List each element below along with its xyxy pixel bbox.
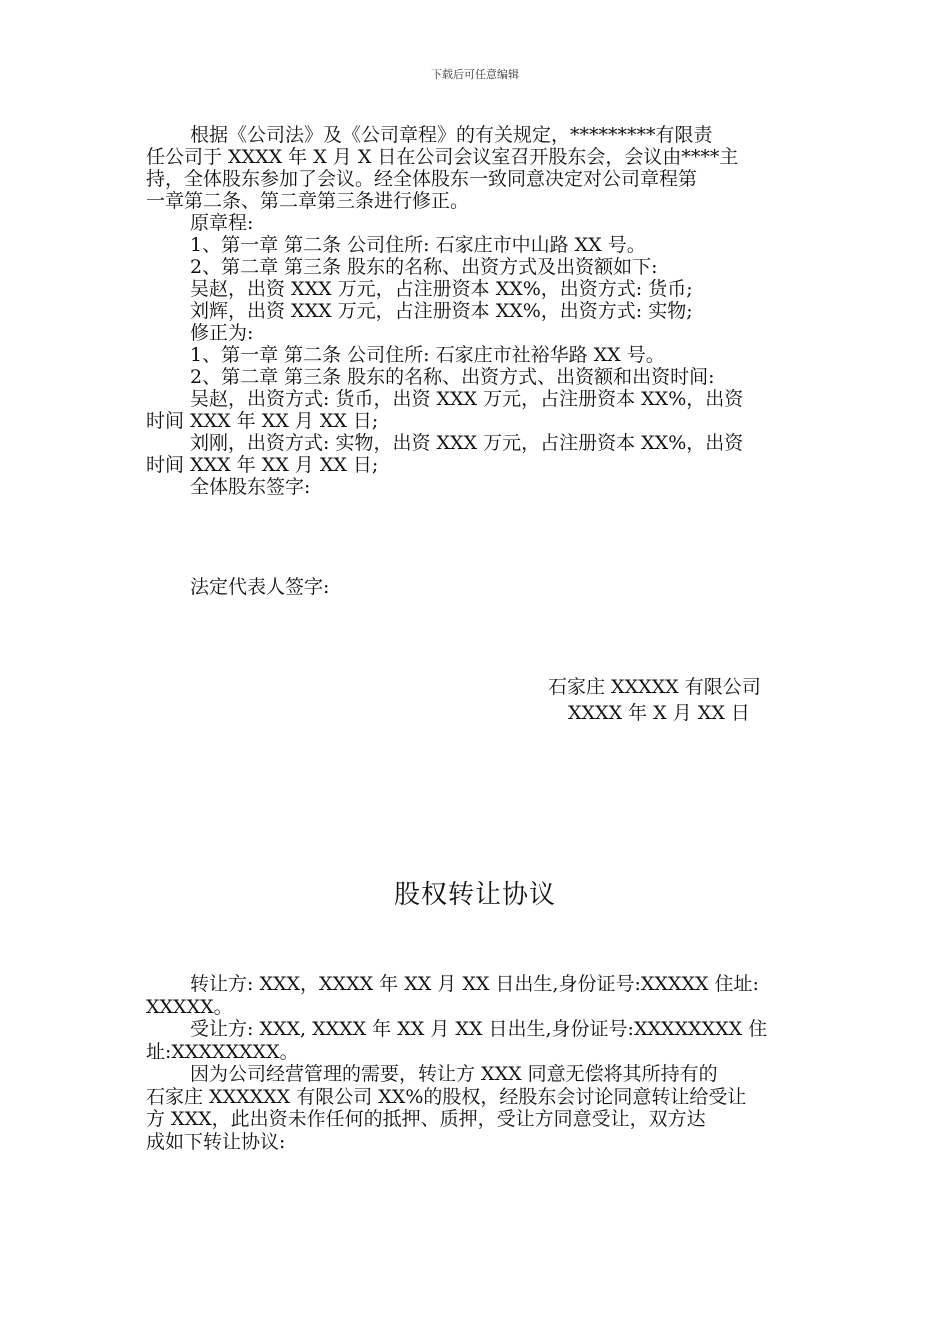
amended-shareholder-2: 刘刚，出资方式: 实物，出资 XXX 万元，占注册资本 XX%，出资 bbox=[190, 432, 744, 454]
equity-transfer-agreement bbox=[146, 973, 811, 1153]
agreement-body-line-3: 方 XXX，此出资未作任何的抵押、质押，受让方同意受让，双方达 bbox=[146, 1108, 706, 1130]
amended-shareholder-1-cont: 时间 XXX 年 XX 月 XX 日; bbox=[146, 410, 379, 432]
transferee-line-1: 受让方: XXX, XXXX 年 XX 月 XX 日出生,身份证号:XXXXXXXX 住 bbox=[190, 1018, 768, 1040]
intro-line-2: 任公司于 XXXX 年 X 月 X 日在公司会议室召开股东会，会议由****主 bbox=[146, 146, 739, 168]
intro-line-3: 持，全体股东参加了会议。经全体股东一致同意决定对公司章程第 bbox=[146, 168, 698, 190]
transferee-line-2: 址:XXXXXXXX。 bbox=[146, 1040, 299, 1063]
original-shareholder-2: 刘辉，出资 XXX 万元，占注册资本 XX%，出资方式: 实物; bbox=[190, 300, 693, 322]
amended-item-2: 2、第二章 第三条 股东的名称、出资方式、出资额和出资时间: bbox=[190, 366, 715, 388]
amended-item-1: 1、第一章 第二条 公司住所: 石家庄市社裕华路 XX 号。 bbox=[190, 344, 665, 366]
amended-shareholder-2-cont: 时间 XXX 年 XX 月 XX 日; bbox=[146, 454, 379, 476]
intro-line-4: 一章第二条、第二章第三条进行修正。 bbox=[146, 190, 470, 212]
original-charter-label: 原章程: bbox=[190, 212, 254, 234]
intro-line-1: 根据《公司法》及《公司章程》的有关规定，*********有限责 bbox=[190, 124, 713, 146]
agreement-body-line-1: 因为公司经营管理的需要，转让方 XXX 同意无偿将其所持有的 bbox=[190, 1063, 718, 1085]
all-shareholders-signature-label: 全体股东签字: bbox=[190, 476, 311, 498]
amended-label: 修正为: bbox=[190, 322, 254, 344]
agreement-body-line-4: 成如下转让协议: bbox=[146, 1130, 286, 1153]
original-item-1: 1、第一章 第二条 公司住所: 石家庄市中山路 XX 号。 bbox=[190, 234, 646, 256]
company-signoff bbox=[548, 674, 761, 726]
transferor-line-1: 转让方: XXX，XXXX 年 XX 月 XX 日出生,身份证号:XXXXX 住址: bbox=[190, 973, 759, 995]
original-shareholder-1: 吴赵，出资 XXX 万元，占注册资本 XX%，出资方式: 货币; bbox=[190, 278, 693, 300]
company-name: 石家庄 XXXXX 有限公司 bbox=[548, 676, 761, 698]
amended-shareholder-1: 吴赵，出资方式: 货币，出资 XXX 万元，占注册资本 XX%，出资 bbox=[190, 388, 744, 410]
original-item-2: 2、第二章 第三条 股东的名称、出资方式及出资额如下: bbox=[190, 256, 658, 278]
agreement-body-line-2: 石家庄 XXXXXX 有限公司 XX%的股权，经股东会讨论同意转让给受让 bbox=[146, 1085, 747, 1108]
transferor-line-2: XXXXX。 bbox=[146, 995, 233, 1018]
shareholder-meeting-minutes bbox=[146, 124, 811, 598]
signature-space bbox=[146, 498, 811, 576]
agreement-title: 股权转让协议 bbox=[393, 880, 556, 910]
page-header-note: 下载后可任意编辑 bbox=[431, 68, 519, 81]
legal-representative-signature-label: 法定代表人签字: bbox=[190, 576, 330, 598]
signoff-date: XXXX 年 X 月 XX 日 bbox=[568, 702, 750, 724]
